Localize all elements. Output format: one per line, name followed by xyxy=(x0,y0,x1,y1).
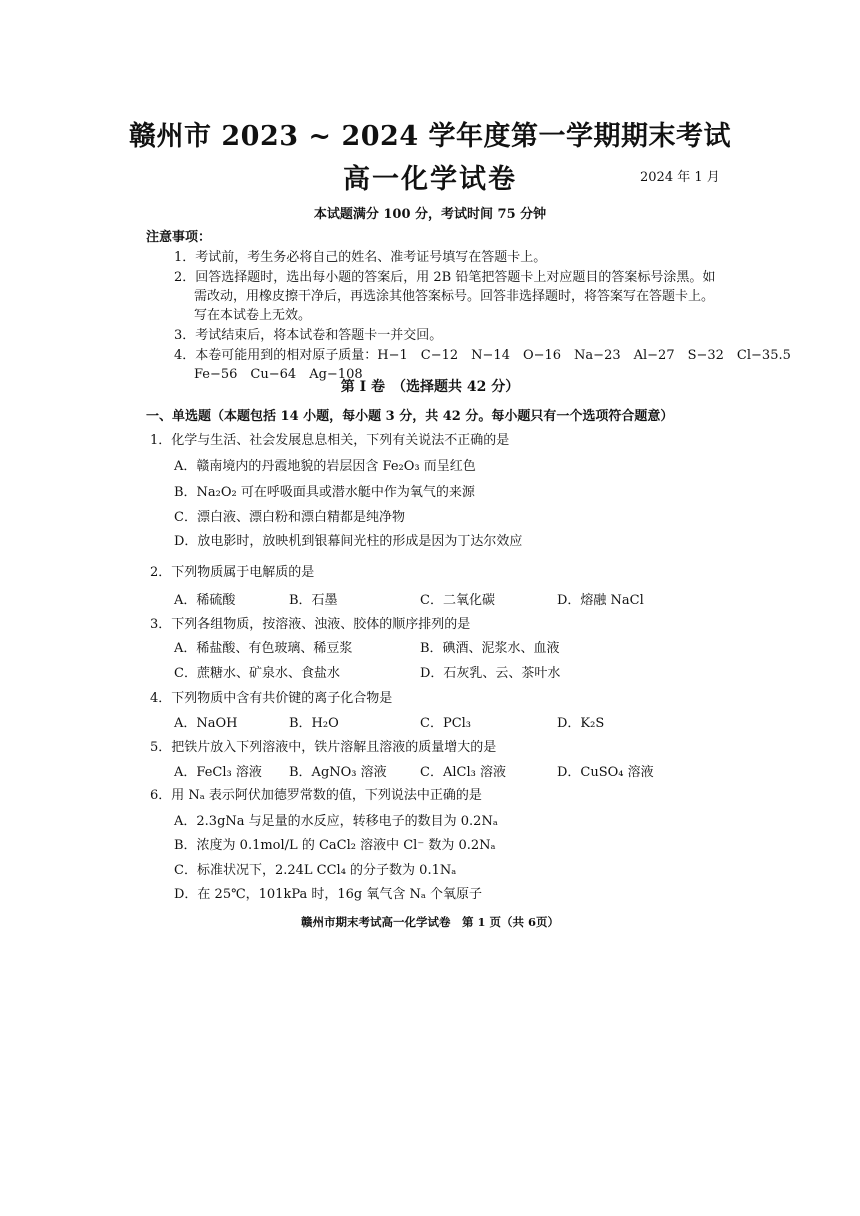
note-item: 4．本卷可能用到的相对原子质量：H−1 C−12 N−14 O−16 Na−23 Al−27 S−32 Cl−35.5 xyxy=(174,348,791,363)
exam-subtitle: 高一化学试卷 xyxy=(343,164,517,195)
question-stem: 6．用 Nₐ 表示阿伏加德罗常数的值，下列说法中正确的是 xyxy=(150,788,482,803)
option-d: D．CuSO₄ 溶液 xyxy=(557,765,654,780)
option-a: A．稀盐酸、有色玻璃、稀豆浆 xyxy=(174,641,353,656)
option-a: A．2.3gNa 与足量的水反应，转移电子的数目为 0.2Nₐ xyxy=(174,814,498,829)
option-b: B．Na₂O₂ 可在呼吸面具或潜水艇中作为氧气的来源 xyxy=(174,485,475,500)
option-c: C．漂白液、漂白粉和漂白精都是纯净物 xyxy=(174,510,405,525)
exam-title: 赣州市 2023 ~ 2024 学年度第一学期期末考试 xyxy=(128,121,731,152)
exam-meta: 本试题满分 100 分，考试时间 75 分钟 xyxy=(313,207,547,222)
option-c: C．AlCl₃ 溶液 xyxy=(420,765,506,780)
question-stem: 5．把铁片放入下列溶液中，铁片溶解且溶液的质量增大的是 xyxy=(150,740,497,755)
part-heading: 一、单选题（本题包括 14 小题，每小题 3 分，共 42 分。每小题只有一个选项符合题意） xyxy=(146,409,674,424)
option-b: B．碘酒、泥浆水、血液 xyxy=(420,641,560,656)
option-b: B．浓度为 0.1mol/L 的 CaCl₂ 溶液中 Cl⁻ 数为 0.2Nₐ xyxy=(174,838,496,853)
option-a: A．FeCl₃ 溶液 xyxy=(174,765,262,780)
notes-heading: 注意事项： xyxy=(146,230,212,245)
note-item: 1．考试前，考生务必将自己的姓名、准考证号填写在答题卡上。 xyxy=(174,250,547,265)
option-d: D．K₂S xyxy=(557,716,605,731)
note-item: 写在本试卷上无效。 xyxy=(194,308,312,323)
note-item: 2．回答选择题时，选出每小题的答案后，用 2B 铅笔把答题卡上对应题目的答案标号涂黑。如 xyxy=(174,270,716,285)
question-stem: 1．化学与生活、社会发展息息相关，下列有关说法不正确的是 xyxy=(150,433,510,448)
option-c: C．PCl₃ xyxy=(420,716,472,731)
note-item: 需改动，用橡皮擦干净后，再选涂其他答案标号。回答非选择题时，将答案写在答题卡上。 xyxy=(194,289,715,304)
option-c: C．蔗糖水、矿泉水、食盐水 xyxy=(174,666,340,681)
question-stem: 3．下列各组物质，按溶液、浊液、胶体的顺序排列的是 xyxy=(150,617,471,632)
option-d: D．石灰乳、云、茶叶水 xyxy=(420,666,561,681)
option-d: D．放电影时，放映机到银幕间光柱的形成是因为丁达尔效应 xyxy=(174,534,523,549)
exam-date: 2024 年 1 月 xyxy=(640,170,720,185)
option-c: C．标准状况下，2.24L CCl₄ 的分子数为 0.1Nₐ xyxy=(174,863,457,878)
option-a: A．稀硫酸 xyxy=(174,593,236,608)
section-title: 第 I 卷 （选择题共 42 分） xyxy=(340,379,520,395)
note-item: 3．考试结束后，将本试卷和答题卡一并交回。 xyxy=(174,328,443,343)
option-d: D．熔融 NaCl xyxy=(557,593,644,608)
question-stem: 2．下列物质属于电解质的是 xyxy=(150,565,315,580)
option-a: A．NaOH xyxy=(174,716,238,731)
question-stem: 4．下列物质中含有共价键的离子化合物是 xyxy=(150,691,393,706)
option-b: B．AgNO₃ 溶液 xyxy=(289,765,387,780)
page-footer: 赣州市期末考试高一化学试卷 第 1 页（共 6页） xyxy=(300,915,559,929)
note-item: Fe−56 Cu−64 Ag−108 xyxy=(194,367,363,382)
option-b: B．H₂O xyxy=(289,716,339,731)
option-a: A．赣南境内的丹霞地貌的岩层因含 Fe₂O₃ 而呈红色 xyxy=(174,459,476,474)
option-b: B．石墨 xyxy=(289,593,338,608)
option-d: D．在 25℃，101kPa 时，16g 氧气含 Nₐ 个氧原子 xyxy=(174,887,483,902)
option-c: C．二氧化碳 xyxy=(420,593,495,608)
